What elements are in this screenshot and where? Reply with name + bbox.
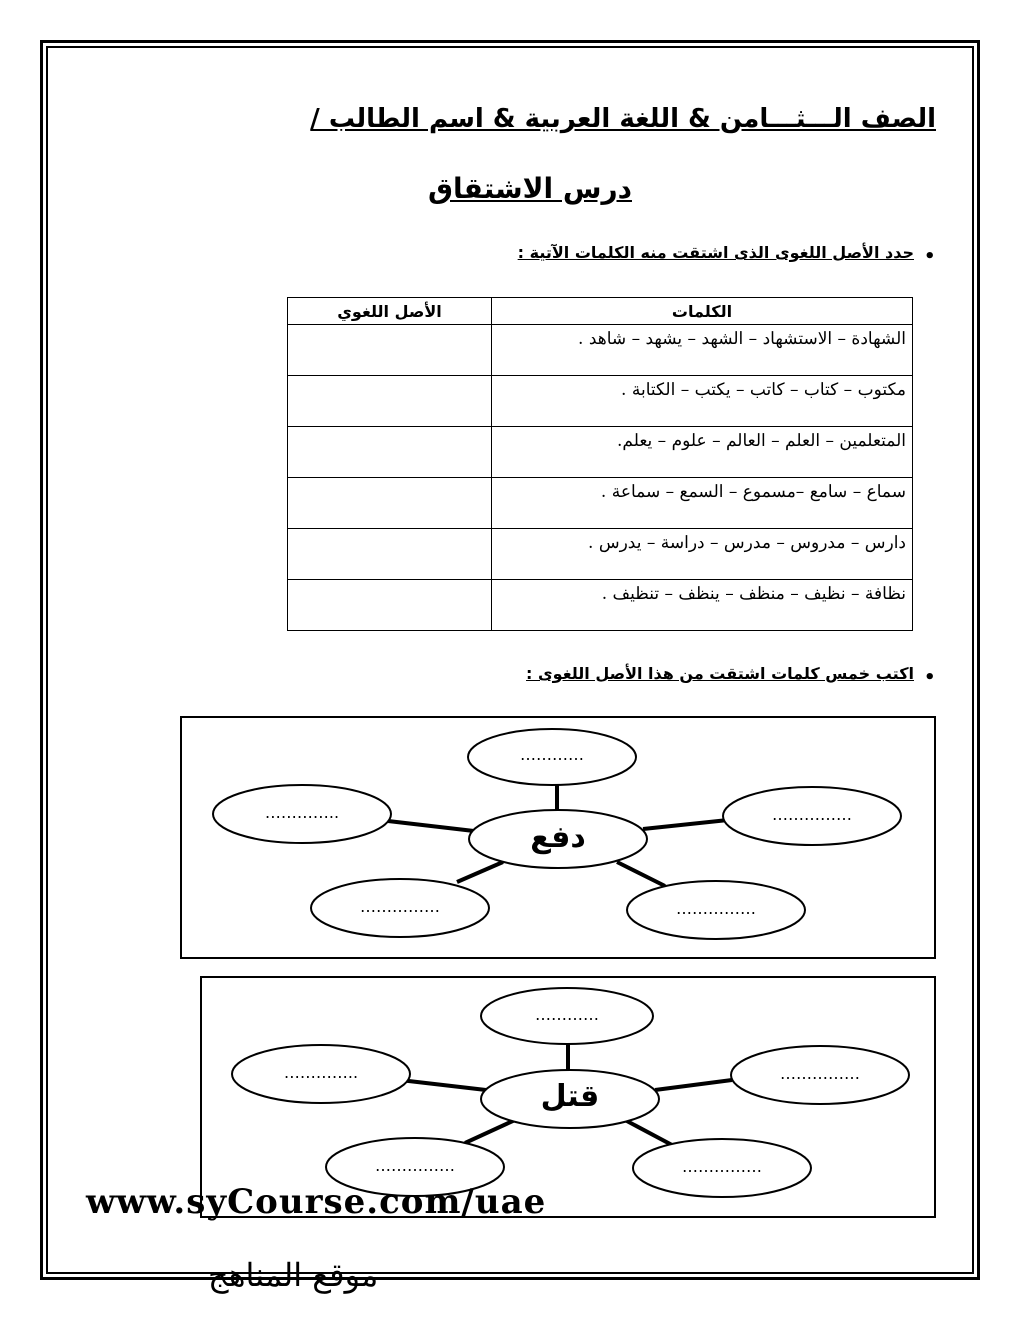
instruction-2: اكتب خمس كلمات اشتقت من هذا الأصل اللغوى : xyxy=(526,664,914,683)
bullet-1: • xyxy=(924,246,936,267)
connector-line xyxy=(388,821,474,831)
blank-left: ………….. xyxy=(264,803,340,822)
center-word: قتل xyxy=(540,1079,600,1114)
blank-left: ………….. xyxy=(283,1063,359,1082)
words-cell: الشهادة – الاستشهاد – الشهد – يشهد – شاهد . xyxy=(492,325,913,376)
words-cell: سماع – سامع –مسموع – السمع – سماعة . xyxy=(492,478,913,529)
instruction-1: حدد الأصل اللغوى الذى اشتقت منه الكلمات الآتية : xyxy=(517,243,914,262)
header-root: الأصل اللغوي xyxy=(288,298,492,325)
worksheet-header: الصف الـــثـــامن & اللغة العربية & اسم الطالب / xyxy=(310,104,936,134)
blank-top: ………… xyxy=(535,1005,599,1024)
footer-url[interactable]: www.syCourse.com/uae xyxy=(86,1182,547,1222)
footer-site-name: موقع المناهج xyxy=(208,1256,379,1294)
lesson-title: درس الاشتقاق xyxy=(428,172,632,205)
blank-bottom-right: …………… xyxy=(682,1157,762,1176)
blank-top: ………… xyxy=(520,745,584,764)
connector-line xyxy=(643,820,728,829)
blank-bottom-right: …………… xyxy=(676,899,756,918)
bullet-2: • xyxy=(924,667,936,688)
words-cell: دارس – مدروس – مدرس – دراسة – يدرس . xyxy=(492,529,913,580)
blank-right: …………… xyxy=(780,1064,860,1083)
words-cell: مكتوب – كتاب – كاتب – يكتب – الكتابة . xyxy=(492,376,913,427)
blank-right: …………… xyxy=(772,805,852,824)
blank-bottom-left: …………… xyxy=(360,897,440,916)
blank-bottom-left: …………… xyxy=(375,1156,455,1175)
words-cell: نظافة – نظيف – منظف – ينظف – تنظيف . xyxy=(492,580,913,631)
center-word: دفع xyxy=(530,820,586,855)
connector-line xyxy=(617,862,665,886)
connector-line xyxy=(457,862,503,882)
words-cell: المتعلمين – العلم – العالم – علوم – يعلم. xyxy=(492,427,913,478)
header-words: الكلمات xyxy=(492,298,913,325)
